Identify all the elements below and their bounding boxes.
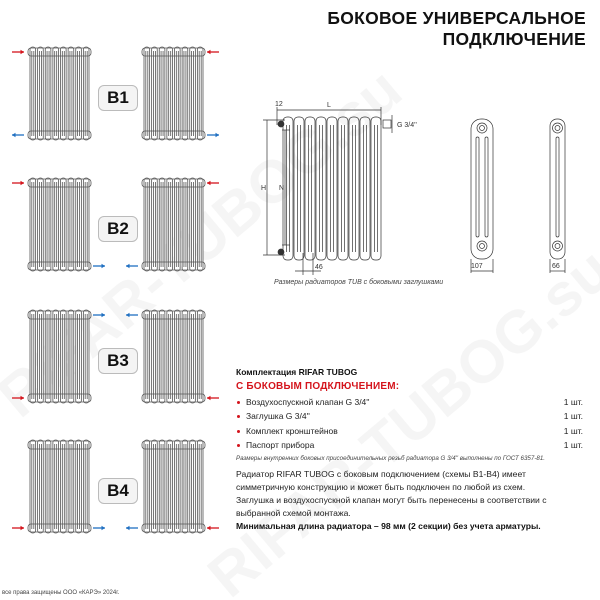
dim-depth-3: 107: [471, 263, 483, 270]
page-title: [327, 8, 586, 50]
bullet-icon: [237, 430, 240, 433]
bullet-icon: [237, 444, 240, 447]
arrow-left-icon: [12, 133, 24, 137]
description-p3: Минимальная длина радиатора – 98 мм (2 секции) без учета арматуры.: [236, 521, 541, 531]
kit-heading: Комплектация RIFAR TUBOG: [236, 367, 358, 377]
radiator-icon: [28, 178, 91, 271]
scheme-b4: [0, 433, 240, 543]
dim-depth-2: 66: [552, 263, 560, 270]
list-item: [236, 395, 586, 409]
dim-thread: G 3/4'': [397, 122, 417, 129]
arrow-right-icon: [93, 264, 105, 268]
radiator-icon: [28, 47, 91, 140]
radiator-section: [283, 117, 293, 260]
radiator-section: [327, 117, 337, 260]
scheme-b2: [0, 171, 240, 281]
arrow-left-icon: [207, 181, 219, 185]
radiator-icon: [142, 47, 205, 140]
arrow-right-icon: [12, 396, 24, 400]
item-qty: 1 шт.: [563, 425, 583, 436]
bullet-icon: [237, 401, 240, 404]
arrow-left-icon: [126, 526, 138, 530]
radiator-section: [371, 117, 381, 260]
radiator-section: [294, 117, 304, 260]
scheme-label: B4: [98, 478, 138, 504]
item-name: Паспорт прибора: [246, 439, 315, 450]
dimension-drawing: [255, 95, 595, 290]
arrow-left-icon: [207, 50, 219, 54]
item-name: Заглушка G 3/4'': [246, 411, 310, 422]
list-item: [236, 409, 586, 423]
scheme-label: B2: [98, 216, 138, 242]
radiator-icon: [142, 310, 205, 403]
plug-icon: [278, 249, 284, 255]
title-line-1: БОКОВОЕ УНИВЕРСАЛЬНОЕ: [327, 8, 586, 28]
list-item: [236, 438, 586, 452]
drawing-caption: Размеры радиаторов TUB с боковыми заглушками: [274, 279, 444, 286]
radiator-section: [316, 117, 326, 260]
copyright: все права защищены ООО «КАРЭ» 2024г.: [2, 590, 120, 596]
dim-section: 46: [315, 264, 323, 271]
arrow-left-icon: [126, 264, 138, 268]
item-qty: 1 шт.: [563, 411, 583, 422]
kit-subheading: С БОКОВЫМ ПОДКЛЮЧЕНИЕМ:: [236, 381, 400, 392]
radiator-section: [305, 117, 315, 260]
kit-section: [236, 367, 586, 462]
arrow-right-icon: [93, 526, 105, 530]
item-qty: 1 шт.: [563, 439, 583, 450]
dim-offset: 12: [275, 101, 283, 108]
arrow-right-icon: [12, 181, 24, 185]
bullet-icon: [237, 415, 240, 418]
item-qty: 1 шт.: [563, 397, 583, 407]
kit-note: Размеры внутренних боковых присоединительных резьб радиатора G 3/4'' выполнены по ГОСТ 6357-81.: [236, 455, 545, 463]
scheme-b1: [0, 40, 240, 150]
radiator-section: [360, 117, 370, 260]
radiator-front-view: [278, 117, 381, 260]
radiator-icon: [142, 440, 205, 533]
description: [236, 468, 584, 533]
scheme-label: B1: [98, 85, 138, 111]
list-item: [236, 424, 586, 438]
title-line-2: ПОДКЛЮЧЕНИЕ: [442, 29, 586, 49]
arrow-left-icon: [207, 396, 219, 400]
kit-list: [236, 395, 586, 452]
arrow-right-icon: [12, 526, 24, 530]
radiator-section: [338, 117, 348, 260]
scheme-label: B3: [98, 348, 138, 374]
item-name: Воздухоспускной клапан G 3/4'': [246, 397, 370, 407]
radiator-icon: [142, 178, 205, 271]
radiator-icon: [28, 310, 91, 403]
scheme-b3: [0, 303, 240, 413]
radiator-icon: [28, 440, 91, 533]
arrow-left-icon: [126, 313, 138, 317]
arrow-right-icon: [12, 50, 24, 54]
radiator-side-view-3-tube: [471, 119, 493, 273]
arrow-right-icon: [93, 313, 105, 317]
arrow-left-icon: [207, 526, 219, 530]
dim-height: H: [261, 185, 267, 192]
radiator-section: [349, 117, 359, 260]
description-p1: Радиатор RIFAR TUBOG с боковым подключением (схемы B1-B4) имеет симметричную конструкцию и может быть подключен по любой из схем.: [236, 469, 526, 492]
item-name: Комплект кронштейнов: [246, 425, 338, 436]
air-valve-icon: [278, 121, 284, 127]
radiator-side-view-2-tube: [550, 119, 565, 273]
dim-length: L: [327, 102, 331, 109]
dim-axis: N: [279, 185, 285, 192]
arrow-right-icon: [207, 133, 219, 137]
description-p2: Заглушка и воздухоспускной клапан могут быть перенесены в соответствии с выбранной схемой монтажа.: [236, 495, 547, 518]
